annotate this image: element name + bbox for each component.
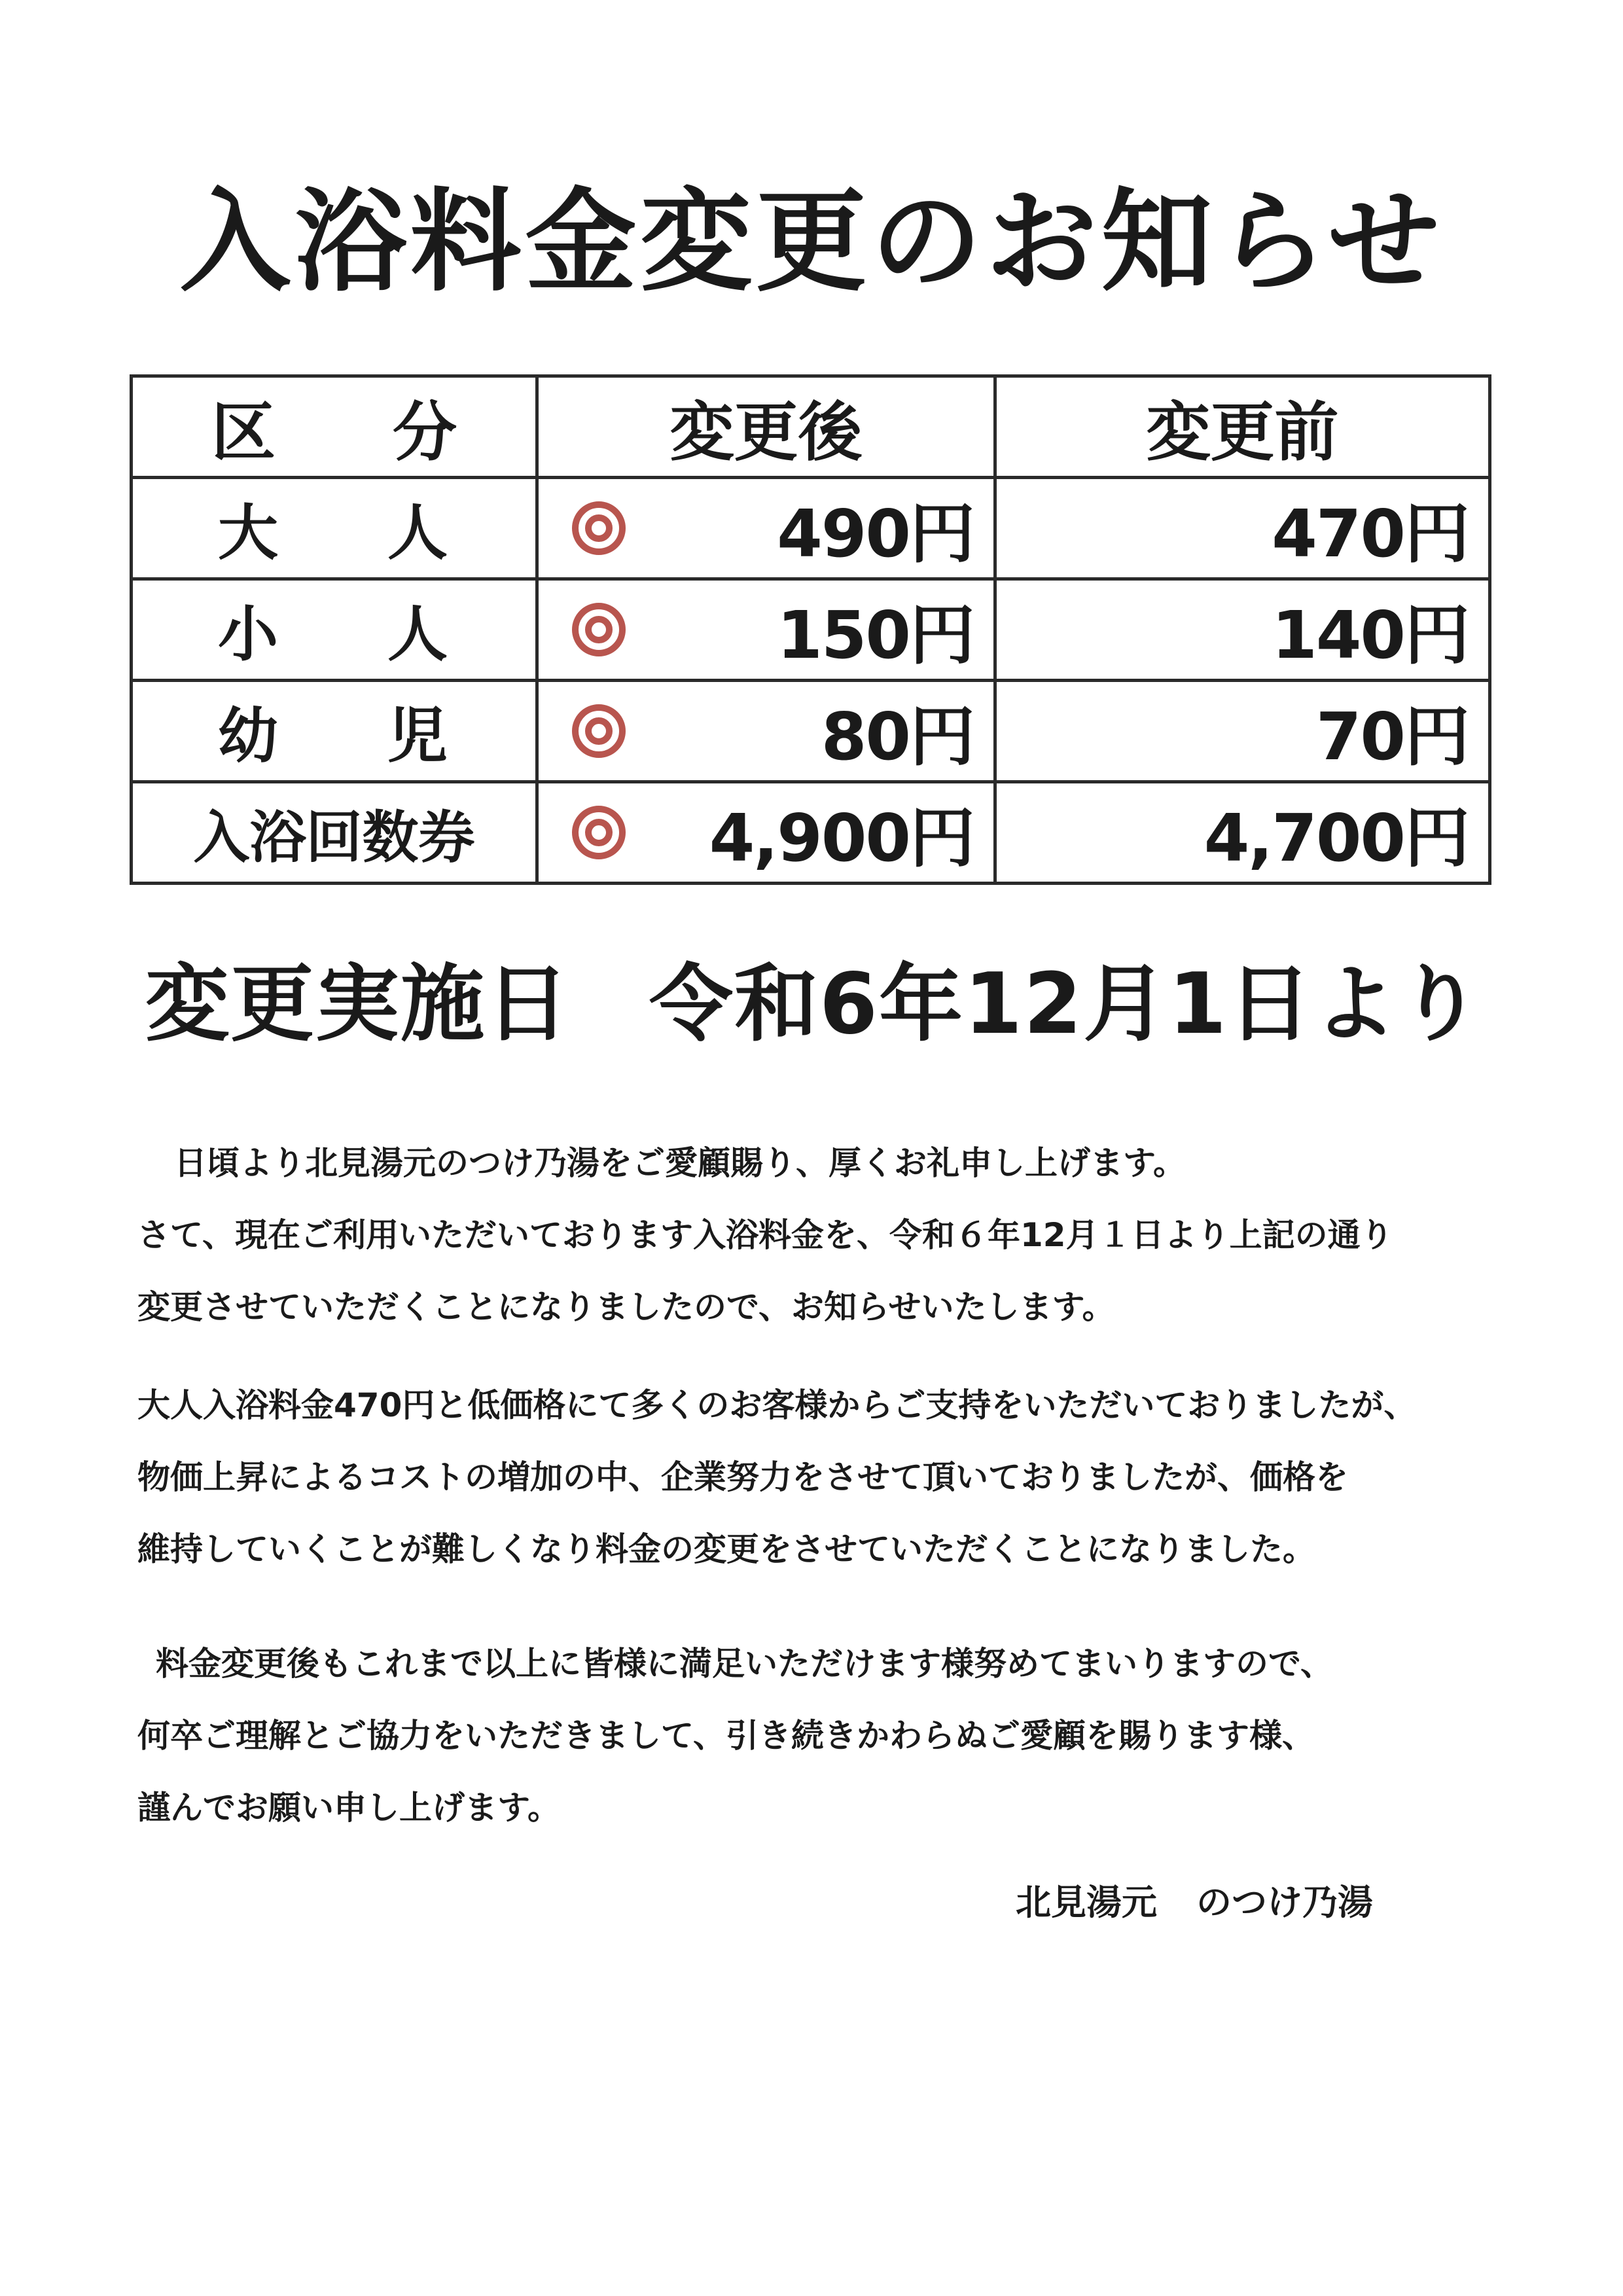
header-category-char-1: 区 [211, 395, 276, 470]
effective-date [145, 949, 1483, 1060]
category-char: 大 [218, 498, 281, 568]
category-char: 小 [218, 600, 281, 670]
category-char: 児 [387, 701, 450, 771]
header-category-char-2: 分 [392, 395, 457, 470]
signature [1016, 1874, 1373, 1925]
paragraph-line: 大人入浴料金470円と低価格にて多くのお客様からご支持をいただいておりましたが、 [137, 1386, 1417, 1424]
category-cell [132, 579, 537, 681]
before-price-cell [995, 782, 1490, 884]
category-cell [132, 681, 537, 782]
paragraph-closing [137, 1628, 1333, 1844]
double-circle-icon [571, 805, 626, 860]
after-price: 150円 [777, 597, 974, 673]
paragraph-line: 料金変更後もこれまで以上に皆様に満足いただけます様努めてまいりますので、 [156, 1645, 1333, 1683]
signature-name: のつけ乃湯 [1196, 1882, 1373, 1923]
header-category [132, 376, 537, 478]
category-cell [132, 782, 537, 884]
header-after: 変更後 [537, 376, 995, 478]
paragraph-line: 変更させていただくことになりましたので、お知らせいたします。 [137, 1288, 1115, 1326]
after-price-cell [537, 579, 995, 681]
after-price: 4,900円 [709, 800, 974, 876]
before-price-cell [995, 579, 1490, 681]
before-price: 4,700円 [1204, 800, 1469, 876]
after-price-cell [537, 478, 995, 579]
paragraph-line: 日頃より北見湯元のつけ乃湯をご愛顧賜り、厚くお礼申し上げます。 [174, 1144, 1186, 1182]
paragraph-line: 維持していくことが難しくなり料金の変更をさせていただくことになりました。 [137, 1530, 1315, 1568]
before-price-cell [995, 478, 1490, 579]
table-row [132, 478, 1490, 579]
after-price: 490円 [777, 495, 974, 572]
paragraph-line: 何卒ご理解とご協力をいただきまして、引き続きかわらぬご愛顧を賜ります様、 [137, 1717, 1315, 1755]
page-title: 入浴料金変更のお知らせ [179, 177, 1444, 307]
category-char: 幼 [218, 701, 281, 771]
category-cell [132, 478, 537, 579]
table-row [132, 782, 1490, 884]
before-price-cell [995, 681, 1490, 782]
table-row [132, 579, 1490, 681]
after-price: 80円 [821, 698, 974, 775]
before-price: 70円 [1315, 698, 1469, 775]
before-price: 140円 [1272, 597, 1469, 673]
category-char: 人 [387, 600, 450, 670]
category-label: 入浴回数券 [193, 805, 475, 870]
category-char: 人 [387, 498, 450, 568]
signature-place: 北見湯元 [1016, 1882, 1157, 1923]
paragraph-reason [137, 1369, 1416, 1585]
effective-date-value: 令和6年12月1日より [649, 956, 1484, 1053]
paragraph-line: 物価上昇によるコストの増加の中、企業努力をさせて頂いておりましたが、価格を [137, 1458, 1348, 1496]
price-table [130, 374, 1491, 885]
table-row [132, 681, 1490, 782]
double-circle-icon [571, 704, 626, 759]
effective-label: 変更実施日 [145, 956, 571, 1053]
double-circle-icon [571, 501, 626, 556]
after-price-cell [537, 681, 995, 782]
paragraph-line: 謹んでお願い申し上げます。 [137, 1789, 560, 1827]
paragraph-greeting [137, 1127, 1393, 1343]
table-header-row [132, 376, 1490, 478]
header-before: 変更前 [995, 376, 1490, 478]
double-circle-icon [571, 602, 626, 657]
paragraph-line: さて、現在ご利用いただいております入浴料金を、令和６年12月１日より上記の通り [137, 1216, 1393, 1254]
after-price-cell [537, 782, 995, 884]
before-price: 470円 [1272, 495, 1469, 572]
